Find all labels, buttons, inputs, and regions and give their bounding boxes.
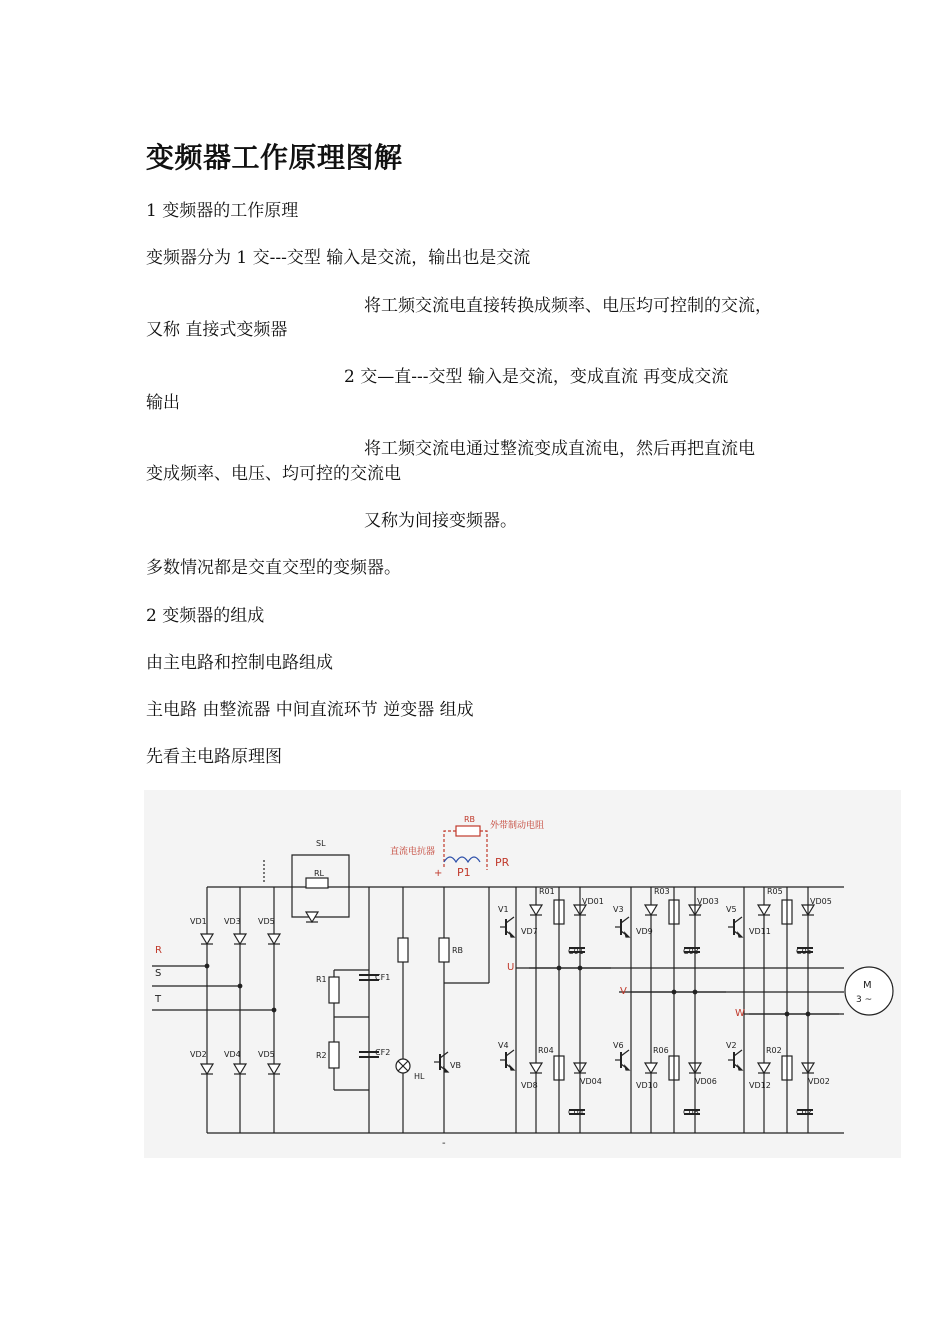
capacitor-label: C03	[683, 947, 699, 956]
output-v-label: V	[620, 986, 627, 997]
diode-label: VD7	[521, 927, 538, 936]
paragraph: 又称为间接变频器。	[364, 511, 517, 531]
plus-label: +	[434, 868, 443, 879]
sl-label: SL	[316, 839, 326, 848]
cf1-label: CF1	[375, 973, 391, 982]
diode-label: VD4	[224, 1050, 241, 1059]
diode-label: VD8	[521, 1081, 538, 1090]
section-heading-2: 2 变频器的组成	[146, 606, 265, 626]
paragraph: 变频器分为 1 交---交型 输入是交流，输出也是交流	[146, 248, 531, 268]
hl-label: HL	[414, 1072, 425, 1081]
diode-label: VD11	[749, 927, 771, 936]
igbt-label: V3	[613, 905, 624, 914]
diode-label: VD01	[582, 897, 604, 906]
diode-label: VD03	[697, 897, 719, 906]
p1-label: P1	[457, 866, 471, 879]
rl-label: RL	[314, 869, 325, 878]
paragraph: 2 交—直---交型 输入是交流，变成直流 再变成交流	[344, 367, 729, 387]
rb-label: RB	[452, 946, 464, 955]
output-u-label: U	[507, 962, 515, 973]
diode-label: VD3	[224, 917, 241, 926]
capacitor-label: C05	[796, 947, 812, 956]
diode-label: VD04	[580, 1077, 602, 1086]
diode-label: VD2	[190, 1050, 207, 1059]
resistor-label: R01	[539, 887, 555, 896]
paragraph: 输出	[146, 393, 180, 413]
resistor-label: R05	[767, 887, 783, 896]
igbt-label: V2	[726, 1041, 737, 1050]
paragraph: 将工频交流电直接转换成频率、电压均可控制的交流，	[364, 296, 772, 316]
resistor-label: R03	[654, 887, 670, 896]
capacitor-label: C01	[568, 947, 584, 956]
cf2-label: CF2	[375, 1048, 391, 1057]
diode-label: VD1	[190, 917, 207, 926]
r2-label: R2	[316, 1051, 327, 1060]
input-t-label: T	[155, 994, 162, 1005]
paragraph: 将工频交流电通过整流变成直流电，然后再把直流电	[364, 439, 755, 459]
capacitor-label: C04	[568, 1108, 584, 1117]
igbt-label: V5	[726, 905, 737, 914]
diode-label: VD02	[808, 1077, 830, 1086]
paragraph: 由主电路和控制电路组成	[146, 653, 333, 673]
diode-label: VD5	[258, 917, 275, 926]
page-title: 变频器工作原理图解	[146, 141, 403, 174]
paragraph: 主电路 由整流器 中间直流环节 逆变器 组成	[146, 700, 474, 720]
diode-label: VD5	[258, 1050, 275, 1059]
resistor-label: R06	[653, 1046, 669, 1055]
vb-label: VB	[450, 1061, 461, 1070]
main-circuit-diagram	[144, 790, 901, 1158]
capacitor-label: C02	[796, 1108, 812, 1117]
igbt-label: V6	[613, 1041, 624, 1050]
igbt-label: V1	[498, 905, 509, 914]
motor-m-label: M	[863, 980, 872, 991]
diode-label: VD9	[636, 927, 653, 936]
capacitor-label: C06	[683, 1108, 699, 1117]
ext-rb-label: RB	[464, 815, 476, 824]
paragraph: 又称 直接式变频器	[146, 320, 288, 340]
dc-reactor-label: 直流电抗器	[390, 847, 436, 857]
diode-label: VD10	[636, 1081, 658, 1090]
section-heading-1: 1 变频器的工作原理	[146, 201, 299, 221]
resistor-label: R04	[538, 1046, 554, 1055]
igbt-label: V4	[498, 1041, 509, 1050]
diode-label: VD05	[810, 897, 832, 906]
motor-phase-label: 3 ~	[856, 995, 873, 1005]
input-s-label: S	[155, 968, 162, 979]
pr-label: PR	[495, 856, 510, 869]
paragraph: 先看主电路原理图	[146, 747, 282, 767]
diode-label: VD12	[749, 1081, 771, 1090]
paragraph: 变成频率、电压、均可控的交流电	[146, 464, 401, 484]
ext-brake-label: 外带制动电阻	[490, 821, 545, 831]
paragraph: 多数情况都是交直交型的变频器。	[146, 558, 401, 578]
output-w-label: W	[735, 1008, 745, 1019]
r1-label: R1	[316, 975, 327, 984]
diode-label: VD06	[695, 1077, 717, 1086]
input-r-label: R	[155, 945, 162, 956]
resistor-label: R02	[766, 1046, 782, 1055]
minus-label: -	[442, 1138, 446, 1149]
